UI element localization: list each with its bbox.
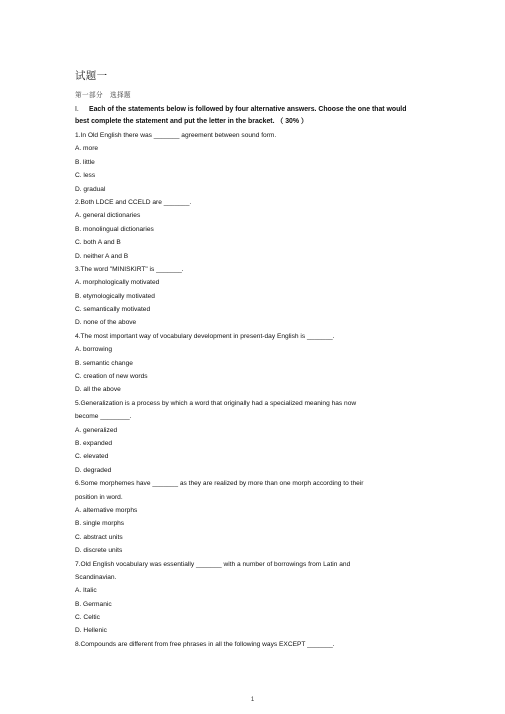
text-line: C. semantically motivated <box>75 306 151 314</box>
text-line: D. none of the above <box>75 319 137 327</box>
text-line: D. Hellenic <box>75 627 107 635</box>
text-line: 5.Generalization is a process by which a word that originally had a specialized meaning has now <box>75 399 357 407</box>
text-line: A. general dictionaries <box>75 212 141 220</box>
text-line: C. Celtic <box>75 614 100 622</box>
text-line: B. little <box>75 158 95 166</box>
text-line: 8.Compounds are different from free phrases in all the following ways EXCEPT _______. <box>75 640 335 648</box>
text-line: Scandinavian. <box>75 573 117 581</box>
section-number: I. <box>75 106 79 113</box>
text-line: 3.The word "MINISKIRT" is _______. <box>75 265 184 273</box>
text-line: D. neither A and B <box>75 252 129 260</box>
text-line: A. alternative morphs <box>75 506 138 514</box>
page-number: 1 <box>250 697 255 703</box>
text-line: position in word. <box>75 493 123 501</box>
text-line: B. monolingual dictionaries <box>75 225 154 233</box>
text-line: B. expanded <box>75 439 113 447</box>
text-line: D. all the above <box>75 386 121 394</box>
text-line: C. abstract units <box>75 533 123 541</box>
section-instruction-text: Each of the statements below is followed by four alternative answers. Choose the one that would best complete the statement and put the letter in the bracket. （ 30% ） <box>75 106 407 125</box>
part-heading: 第一部分 选择题 <box>75 91 131 99</box>
text-line: A. more <box>75 145 99 153</box>
text-line: C. elevated <box>75 453 109 461</box>
text-line: become ________. <box>75 413 132 421</box>
text-line: C. less <box>75 172 96 180</box>
text-line: B. semantic change <box>75 359 133 367</box>
text-line: A. Italic <box>75 587 97 595</box>
text-line: 4.The most important way of vocabulary development in present-day English is _______. <box>75 332 335 340</box>
text-line: D. discrete units <box>75 547 123 555</box>
text-line: C. creation of new words <box>75 373 148 381</box>
text-line: D. gradual <box>75 185 106 193</box>
text-line: B. single morphs <box>75 520 125 528</box>
text-line: 6.Some morphemes have _______ as they are realized by more than one morph according to their <box>75 480 364 488</box>
text-line: B. etymologically motivated <box>75 292 155 300</box>
text-line: A. borrowing <box>75 346 113 354</box>
text-line: C. both A and B <box>75 239 121 247</box>
text-line: B. Germanic <box>75 600 112 608</box>
text-line: 2.Both LDCE and CCELD are _______. <box>75 198 192 206</box>
question-list <box>75 129 435 651</box>
text-line: A. generalized <box>75 426 118 434</box>
section-instruction <box>75 104 415 128</box>
text-line: 7.Old English vocabulary was essentially _______ with a number of borrowings from Latin and <box>75 560 351 568</box>
text-line: A. morphologically motivated <box>75 279 160 287</box>
text-line: 1.In Old English there was _______ agreement between sound form. <box>75 132 277 139</box>
text-line: D. degraded <box>75 466 112 474</box>
exam-title: 试题一 <box>75 70 108 82</box>
